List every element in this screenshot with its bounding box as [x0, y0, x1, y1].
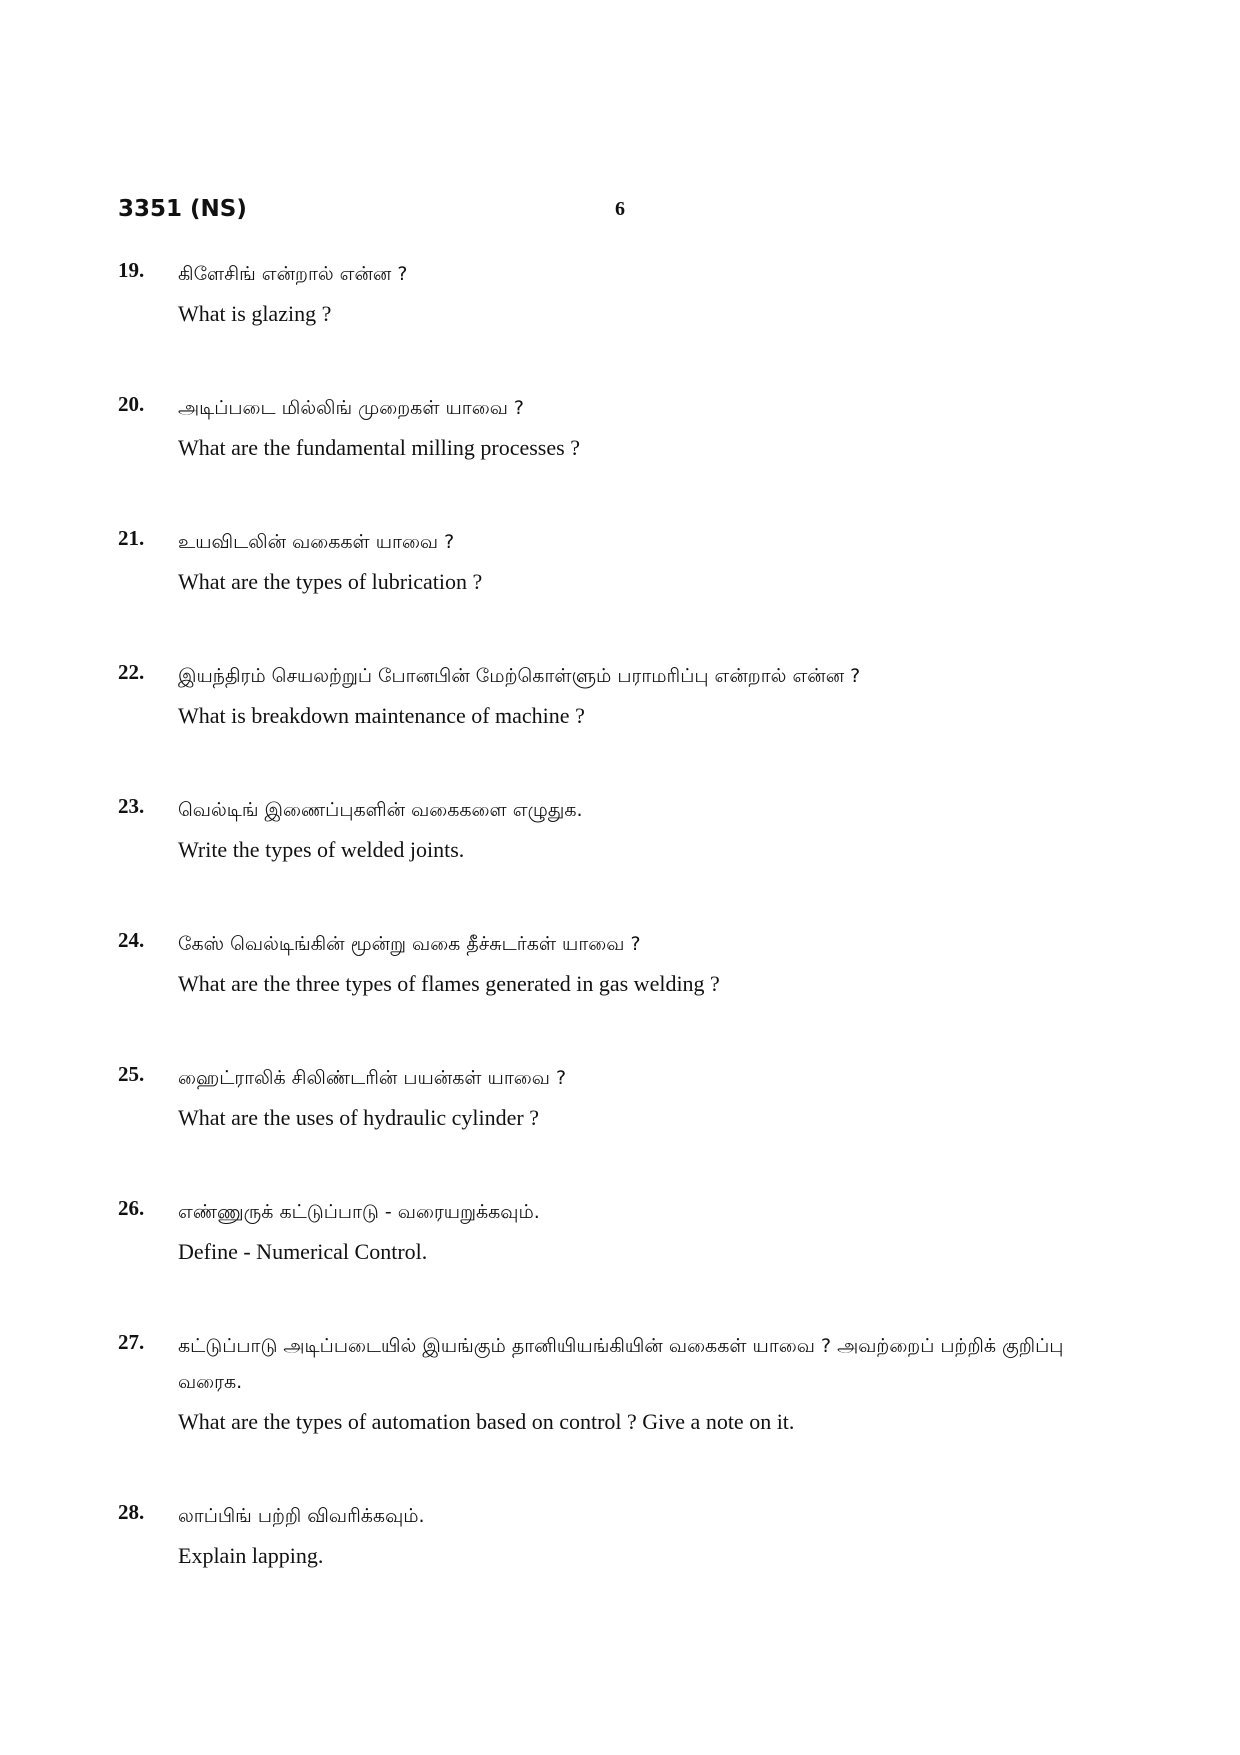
question-text-english: What are the three types of flames generated in gas welding ? — [178, 971, 720, 996]
question-number: 24. — [118, 928, 145, 952]
question-text-english: What is glazing ? — [178, 301, 332, 326]
question-number: 28. — [118, 1500, 145, 1524]
question-text-tamil: வெல்டிங் இணைப்புகளின் வகைகளை எழுதுக. — [178, 799, 583, 821]
question-21 — [118, 524, 1128, 600]
question-text-english: What is breakdown maintenance of machine ? — [178, 703, 585, 728]
question-text-tamil: அடிப்படை மில்லிங் முறைகள் யாவை ? — [178, 397, 525, 419]
question-28 — [118, 1498, 1128, 1574]
question-20 — [118, 390, 1128, 466]
question-text-english: What are the fundamental milling processes ? — [178, 435, 580, 460]
question-26 — [118, 1194, 1128, 1270]
question-text-english: What are the types of automation based on control ? Give a note on it. — [178, 1409, 795, 1434]
question-23 — [118, 792, 1128, 868]
paper-code: 3351 (NS) — [118, 196, 247, 222]
question-text-english: Write the types of welded joints. — [178, 837, 465, 862]
page-header — [118, 196, 1118, 228]
question-list — [118, 256, 1128, 1632]
question-number: 23. — [118, 794, 145, 818]
page-number: 6 — [615, 198, 625, 220]
question-text-tamil: ஹைட்ராலிக் சிலிண்டரின் பயன்கள் யாவை ? — [178, 1067, 567, 1089]
question-number: 21. — [118, 526, 145, 550]
question-number: 25. — [118, 1062, 145, 1086]
question-text-tamil: லாப்பிங் பற்றி விவரிக்கவும். — [178, 1505, 425, 1527]
question-text-tamil: கட்டுப்பாடு அடிப்படையில் இயங்கும் தானியியங்கியின் வகைகள் யாவை ? அவற்றைப் பற்றிக் குறிப்பு வரைக. — [178, 1335, 1064, 1393]
question-number: 26. — [118, 1196, 145, 1220]
question-27 — [118, 1328, 1128, 1440]
question-number: 19. — [118, 258, 145, 282]
question-text-english: Explain lapping. — [178, 1543, 324, 1568]
question-text-english: What are the types of lubrication ? — [178, 569, 483, 594]
question-number: 27. — [118, 1330, 145, 1354]
question-text-tamil: உயவிடலின் வகைகள் யாவை ? — [178, 531, 455, 553]
question-number: 20. — [118, 392, 145, 416]
question-number: 22. — [118, 660, 145, 684]
question-text-tamil: கேஸ் வெல்டிங்கின் மூன்று வகை தீச்சுடர்கள் யாவை ? — [178, 933, 641, 955]
question-text-tamil: இயந்திரம் செயலற்றுப் போனபின் மேற்கொள்ளும் பராமரிப்பு என்றால் என்ன ? — [178, 665, 861, 687]
question-24 — [118, 926, 1128, 1002]
question-25 — [118, 1060, 1128, 1136]
question-text-tamil: எண்ணுருக் கட்டுப்பாடு - வரையறுக்கவும். — [178, 1201, 540, 1223]
question-22 — [118, 658, 1128, 734]
question-text-english: Define - Numerical Control. — [178, 1239, 428, 1264]
question-19 — [118, 256, 1128, 332]
question-text-tamil: கிளேசிங் என்றால் என்ன ? — [178, 263, 408, 285]
question-text-english: What are the uses of hydraulic cylinder ? — [178, 1105, 540, 1130]
